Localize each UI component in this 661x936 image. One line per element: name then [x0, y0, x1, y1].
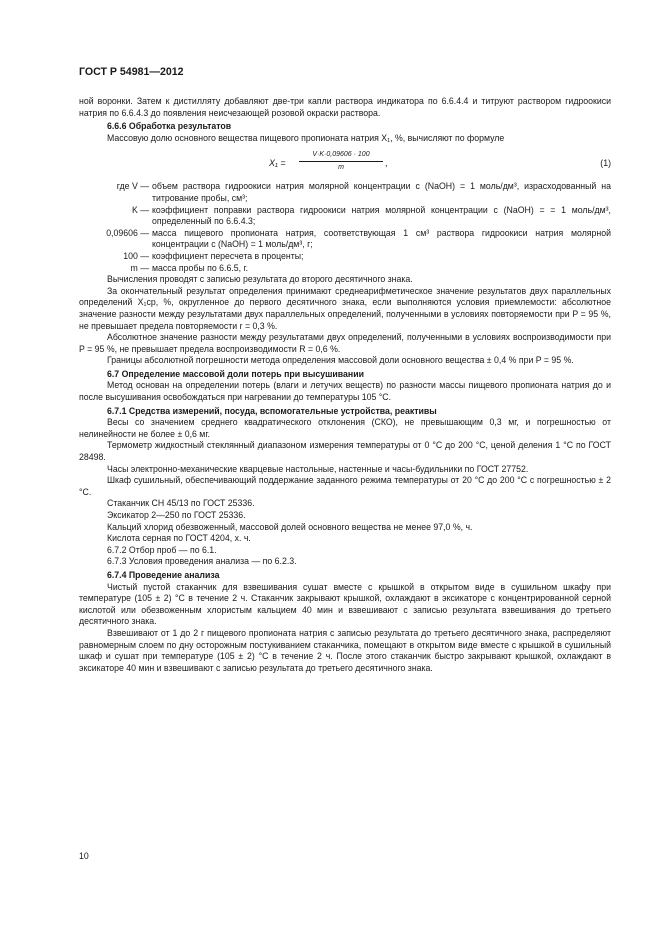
paragraph-continuation: ной воронки. Затем к дистилляту добавляют две-три капли раствора индикатора по 6.6.4.4 и титруют раствором гидроокиси натрия по 6.6.4.3 до появления неисчезающей розовой окраски раствора.: [79, 96, 611, 118]
paragraph: Абсолютное значение разности между результатами двух определений, полученными в условиях воспроизводимости при P = 95 %, не превышает предела воспроизводимости R = 0,6 %.: [79, 332, 611, 354]
formula-fraction: [299, 150, 383, 173]
formula-denominator: m: [338, 164, 344, 172]
definition-text: масса пищевого пропионата натрия, соответствующая 1 см³ раствора гидроокиси натрия молярной концентрации c (NaOH) = 1 моль/дм³, г;: [152, 227, 611, 250]
page-number: 10: [79, 851, 89, 861]
formula-number: (1): [600, 158, 611, 169]
definition-item: [79, 205, 611, 228]
paragraph: Вычисления проводят с записью результата до второго десятичного знака.: [107, 274, 413, 285]
definition-text: масса пробы по 6.6.5, г.: [152, 262, 249, 273]
paragraph: 6.7.3 Условия проведения анализа — по 6.2.3.: [107, 556, 297, 567]
page-content: [79, 96, 611, 674]
definition-term: m —: [130, 262, 149, 273]
formula-lhs: X₁ =: [269, 158, 286, 169]
paragraph: 6.7.2 Отбор проб — по 6.1.: [107, 544, 217, 555]
section-heading-6-6-6: 6.6.6 Обработка результатов: [107, 121, 232, 132]
definition-item: [79, 251, 611, 263]
paragraph: Чистый пустой стаканчик для взвешивания сушат вместе с крышкой в открытом виде в сушильном шкафу при температуре (105 ± 2) °C в течение 2 ч. Стаканчик закрывают крышкой, охлаждают в эксикаторе с концентрированной серной кислотой или обезвоженным хлористым кальцием 40 мин и взвешивают с записью результата взвешивания до третьего десятичного знака.: [79, 581, 611, 627]
paragraph: Метод основан на определении потерь (влаги и летучих веществ) по разности массы пищевого пропионата натрия до и после высушивания освобождаться при нагревании до температуры 105 °C.: [79, 380, 611, 403]
paragraph: Границы абсолютной погрешности метода определения массовой доли основного вещества ± 0,4 % при P = 95 %.: [107, 355, 574, 366]
paragraph: Эксикатор 2—250 по ГОСТ 25336.: [107, 510, 246, 520]
definition-item: [79, 263, 611, 275]
formula-comma: ,: [385, 158, 388, 169]
paragraph: Взвешивают от 1 до 2 г пищевого пропионата натрия с записью результата до третьего десятичного знака, распределяют равномерным слоем по дну осторожным постукиванием стаканчика, помещают в открытом виде вместе с крышкой в сушильный шкаф и сушат при температуре (105 ± 2) °C в течение 2 ч. После этого стаканчик быстро закрывают крышкой, охлаждают в эксикаторе 40 мин и взвешивают с записью результата до третьего десятичного знака.: [79, 627, 611, 673]
paragraph: Стаканчик СН 45/13 по ГОСТ 25336.: [107, 498, 255, 509]
paragraph: Весы со значением среднего квадратического отклонения (СКО), не превышающим 0,3 мг, и погрешностью от нелинейности не более ± 0,6 мг.: [79, 417, 611, 439]
definition-term: 0,09606 —: [106, 227, 149, 238]
formula-block: [79, 148, 611, 178]
paragraph: Термометр жидкостный стеклянный диапазоном измерения температуры от 0 °C до 200 °C, ценой деления 1 °C по ГОСТ 28498.: [79, 440, 611, 463]
paragraph: Часы электронно-механические кварцевые настольные, настенные и часы-будильники по ГОСТ 27752.: [107, 463, 529, 474]
section-heading-6-7-4: 6.7.4 Проведение анализа: [107, 569, 220, 580]
definition-text: объем раствора гидроокиси натрия молярной концентрации c (NaOH) = 1 моль/дм³, израсходованный на титрование пробы, см³;: [152, 181, 611, 203]
definition-text: коэффициент пересчета в проценты;: [152, 250, 304, 261]
paragraph: Шкаф сушильный, обеспечивающий поддержание заданного режима температуры от 20 °C до 200 °C с погрешностью ± 2 °C.: [79, 475, 611, 497]
definition-term: K —: [131, 204, 149, 215]
definition-item: [79, 181, 611, 204]
paragraph-formula-intro: Массовую долю основного вещества пищевого пропионата натрия X₁, %, вычисляют по формуле: [107, 132, 505, 143]
definition-term: где V —: [116, 181, 149, 192]
definition-item: [79, 228, 611, 251]
definition-term: 100 —: [123, 250, 149, 261]
paragraph: За окончательный результат определения принимают среднеарифметическое значение результатов двух параллельных определений X₁ср, %, округленное до первого десятичного знака, если выполняются условия приемлемости: абсолютное значение разности между результатами двух параллельных определений, полученными в условиях повторяемости при P = 95 %, не превышает предела повторяемости r = 0,3 %.: [79, 285, 611, 331]
paragraph: Кальций хлорид обезвоженный, массовой долей основного вещества не менее 97,0 %, ч.: [107, 521, 473, 532]
paragraph: Кислота серная по ГОСТ 4204, х. ч.: [107, 533, 251, 544]
definition-text: коэффициент поправки раствора гидроокиси натрия молярной концентрации c (NaOH) = = 1 моль/дм³, определенный по 6.6.4.3;: [152, 204, 611, 227]
section-heading-6-7-1: 6.7.1 Средства измерений, посуда, вспомогательные устройства, реактивы: [107, 405, 437, 416]
document-header: ГОСТ Р 54981—2012: [79, 66, 184, 78]
section-heading-6-7: 6.7 Определение массовой доли потерь при высушивании: [107, 368, 364, 379]
formula-numerator: V·K·0,09606 · 100: [299, 150, 383, 162]
